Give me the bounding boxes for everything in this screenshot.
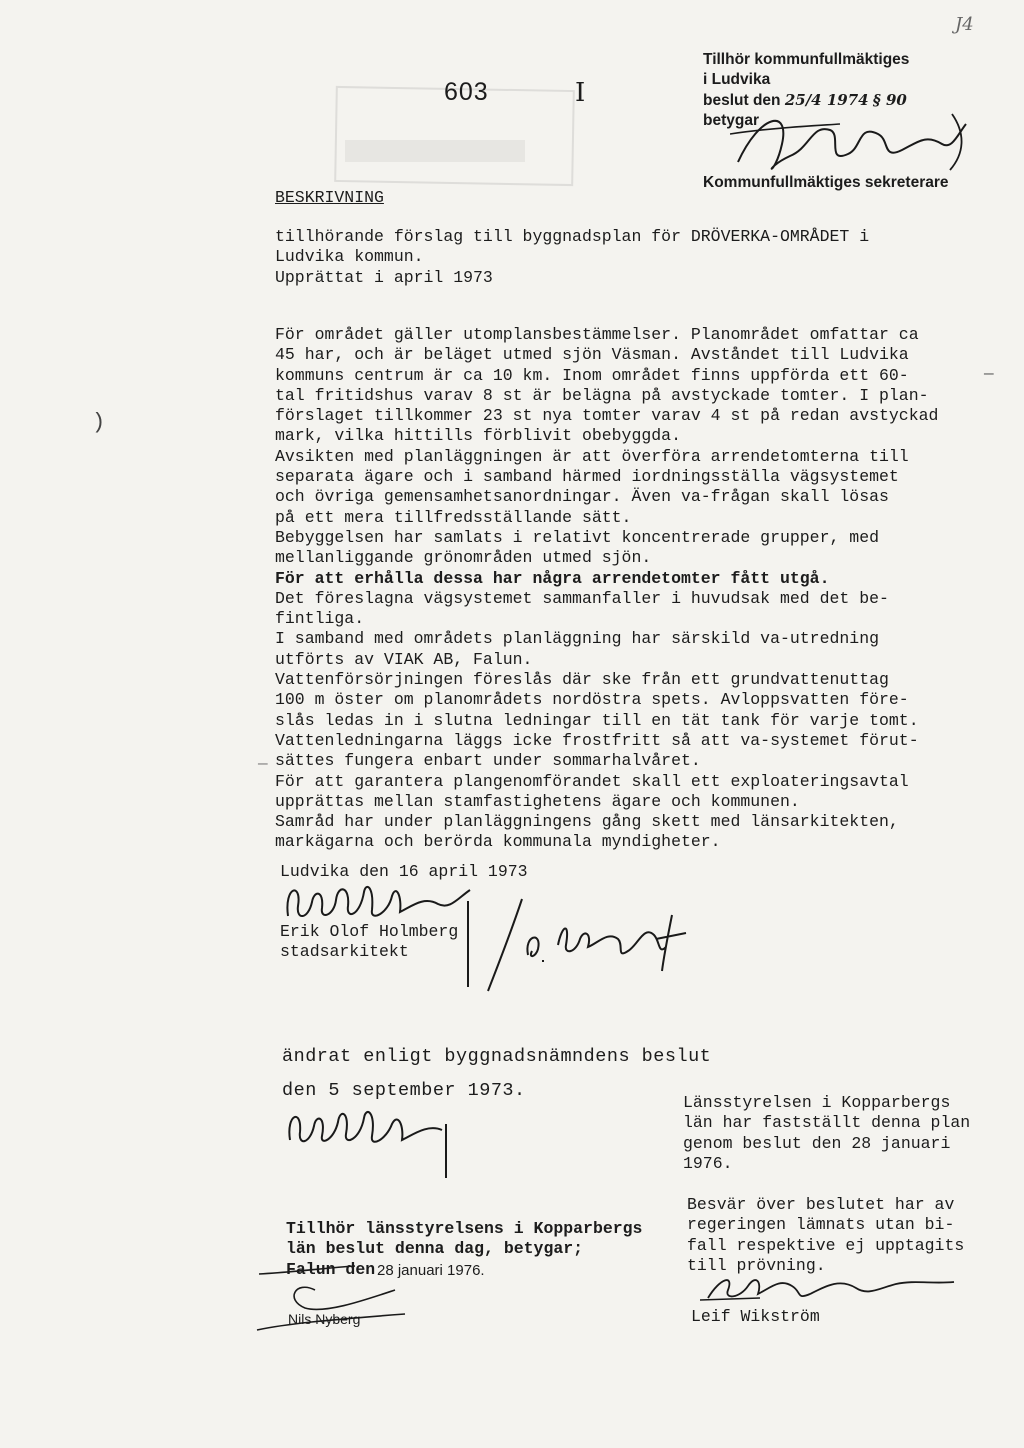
- author-name: Erik Olof Holmberg: [280, 922, 459, 941]
- heading-text: BESKRIVNING: [275, 188, 384, 207]
- amendment-line-2: den 5 september 1973.: [282, 1080, 526, 1101]
- co-signature: [458, 895, 718, 995]
- stamp-line-2: i Ludvika: [703, 71, 771, 88]
- body-line: För området gäller utomplansbestämmelser. Planområdet omfattar ca: [275, 325, 919, 344]
- approval-line: genom beslut den 28 januari: [683, 1133, 951, 1153]
- margin-bracket-mark: ): [92, 410, 106, 435]
- county-stamp-place: Falun: [286, 1259, 336, 1279]
- stamp-line-1: Tillhör kommunfullmäktiges: [703, 51, 910, 68]
- county-signer: Nils Nyberg: [288, 1311, 361, 1327]
- county-stamp-line-1: Tillhör länsstyrelsens i Kopparbergs: [286, 1219, 643, 1238]
- page-number: 603: [444, 78, 489, 106]
- author-signature: [278, 876, 478, 926]
- author-block: [280, 922, 458, 963]
- appeal-line: Besvär över beslutet har av: [687, 1195, 955, 1214]
- approval-line: län har fastställt denna plan: [683, 1113, 971, 1133]
- faded-stamp-band: [345, 140, 525, 162]
- place-date: Ludvika den 16 april 1973: [280, 862, 528, 881]
- body-line: slås ledas in i slutna ledningar till en tät tank för varje tomt.: [275, 710, 919, 730]
- body-line: sättes fungera enbart under sommarhalvåret.: [275, 751, 701, 771]
- county-stamp-line-2: län beslut denna dag, betygar;: [286, 1239, 584, 1259]
- author-title: stadsarkitekt: [280, 942, 409, 962]
- council-secretary-signature: [730, 104, 970, 176]
- margin-dash-mark: —: [258, 755, 268, 773]
- body-line: och övriga gemensamhetsanordningar. Även va-frågan skall lösas: [275, 487, 889, 507]
- document-intro: [275, 227, 869, 288]
- body-line: förslaget tillkommer 23 st nya tomter varav 4 st på redan avstyckad: [275, 406, 939, 426]
- amendment-line-1: ändrat enligt byggnadsnämndens beslut: [282, 1046, 712, 1067]
- margin-dash-mark: —: [984, 365, 994, 383]
- body-line: För att garantera plangenomförandet skall ett exploateringsavtal: [275, 771, 909, 791]
- body-line: Bebyggelsen har samlats i relativt koncentrerade grupper, med: [275, 527, 879, 547]
- county-signature: [255, 1260, 415, 1340]
- body-line: kommuns centrum är ca 10 km. Inom området finns uppförda ett 60-: [275, 365, 909, 385]
- body-line: Det föreslagna vägsystemet sammanfaller i huvudsak med det be-: [275, 588, 889, 608]
- body-line: mellanliggande grönområden utmed sjön.: [275, 548, 652, 568]
- appeal-line: regeringen lämnats utan bi-: [687, 1215, 955, 1235]
- body-line: markägarna och berörda kommunala myndigheter.: [275, 832, 721, 852]
- intro-line: Upprättat i april 1973: [275, 267, 493, 287]
- roman-numeral: I: [575, 78, 586, 108]
- appeal-line: till prövning.: [687, 1255, 826, 1275]
- body-line: på ett mera tillfredsställande sätt.: [275, 507, 632, 527]
- body-line: Avsikten med planläggningen är att överföra arrendetomterna till: [275, 446, 909, 466]
- body-line: upprättas mellan stamfastighetens ägare och kommunen.: [275, 791, 800, 811]
- body-line: mark, vilka hittills förblivit obebyggda.: [275, 426, 681, 446]
- appeal-line: fall respektive ej upptagits: [687, 1235, 965, 1255]
- stamp-betygar-label: betygar: [703, 112, 759, 129]
- county-stamp-date: 28 januari 1976.: [377, 1262, 485, 1279]
- body-line: fintliga.: [275, 609, 365, 629]
- amendment-note: [282, 1040, 711, 1108]
- stamp-paragraph: § 90: [872, 91, 907, 109]
- body-line: 100 m öster om planområdets nordöstra spets. Avloppsvatten före-: [275, 690, 909, 710]
- appeal-note: [687, 1195, 964, 1276]
- document-body: [275, 325, 975, 853]
- body-line: separata ägare och i samband härmed iordningsställa vägsystemet: [275, 467, 899, 487]
- body-line: I samband med områdets planläggning har särskild va-utredning: [275, 629, 879, 649]
- body-line: tal fritidshus varav 8 st är belägna på avstyckade tomter. I plan-: [275, 385, 929, 405]
- appeal-signer: Leif Wikström: [691, 1307, 820, 1326]
- body-line: Vattenledningarna läggs icke frostfritt så att va-systemet förut-: [275, 730, 919, 750]
- body-line: 45 har, och är beläget utmed sjön Väsman. Avståndet till Ludvika: [275, 345, 909, 365]
- approval-line: 1976.: [683, 1153, 733, 1173]
- stamp-beslut-label: beslut den: [703, 92, 781, 109]
- document-heading: [275, 188, 384, 208]
- stamp-secretary-title: Kommunfullmäktiges sekreterare: [703, 174, 949, 191]
- intro-line: Ludvika kommun.: [275, 247, 424, 267]
- county-stamp-den: den: [345, 1259, 376, 1279]
- body-line: Vattenförsörjningen föreslås där ske från ett grundvattenuttag: [275, 670, 889, 690]
- appeal-signature: [700, 1268, 960, 1308]
- approval-note: [683, 1093, 970, 1174]
- body-line: utförts av VIAK AB, Falun.: [275, 649, 533, 669]
- amendment-signature: [282, 1100, 462, 1180]
- intro-line: tillhörande förslag till byggnadsplan för DRÖVERKA-OMRÅDET i: [275, 227, 870, 246]
- approval-line: Länsstyrelsen i Kopparbergs: [683, 1093, 951, 1112]
- stamp-decision-date: 25/4 1974: [784, 91, 869, 109]
- corner-handwritten-mark: J4: [955, 14, 974, 35]
- body-line: Samråd har under planläggningens gång skett med länsarkitekten,: [275, 812, 899, 832]
- body-line-bold: För att erhålla dessa har några arrendetomter fått utgå.: [275, 568, 830, 588]
